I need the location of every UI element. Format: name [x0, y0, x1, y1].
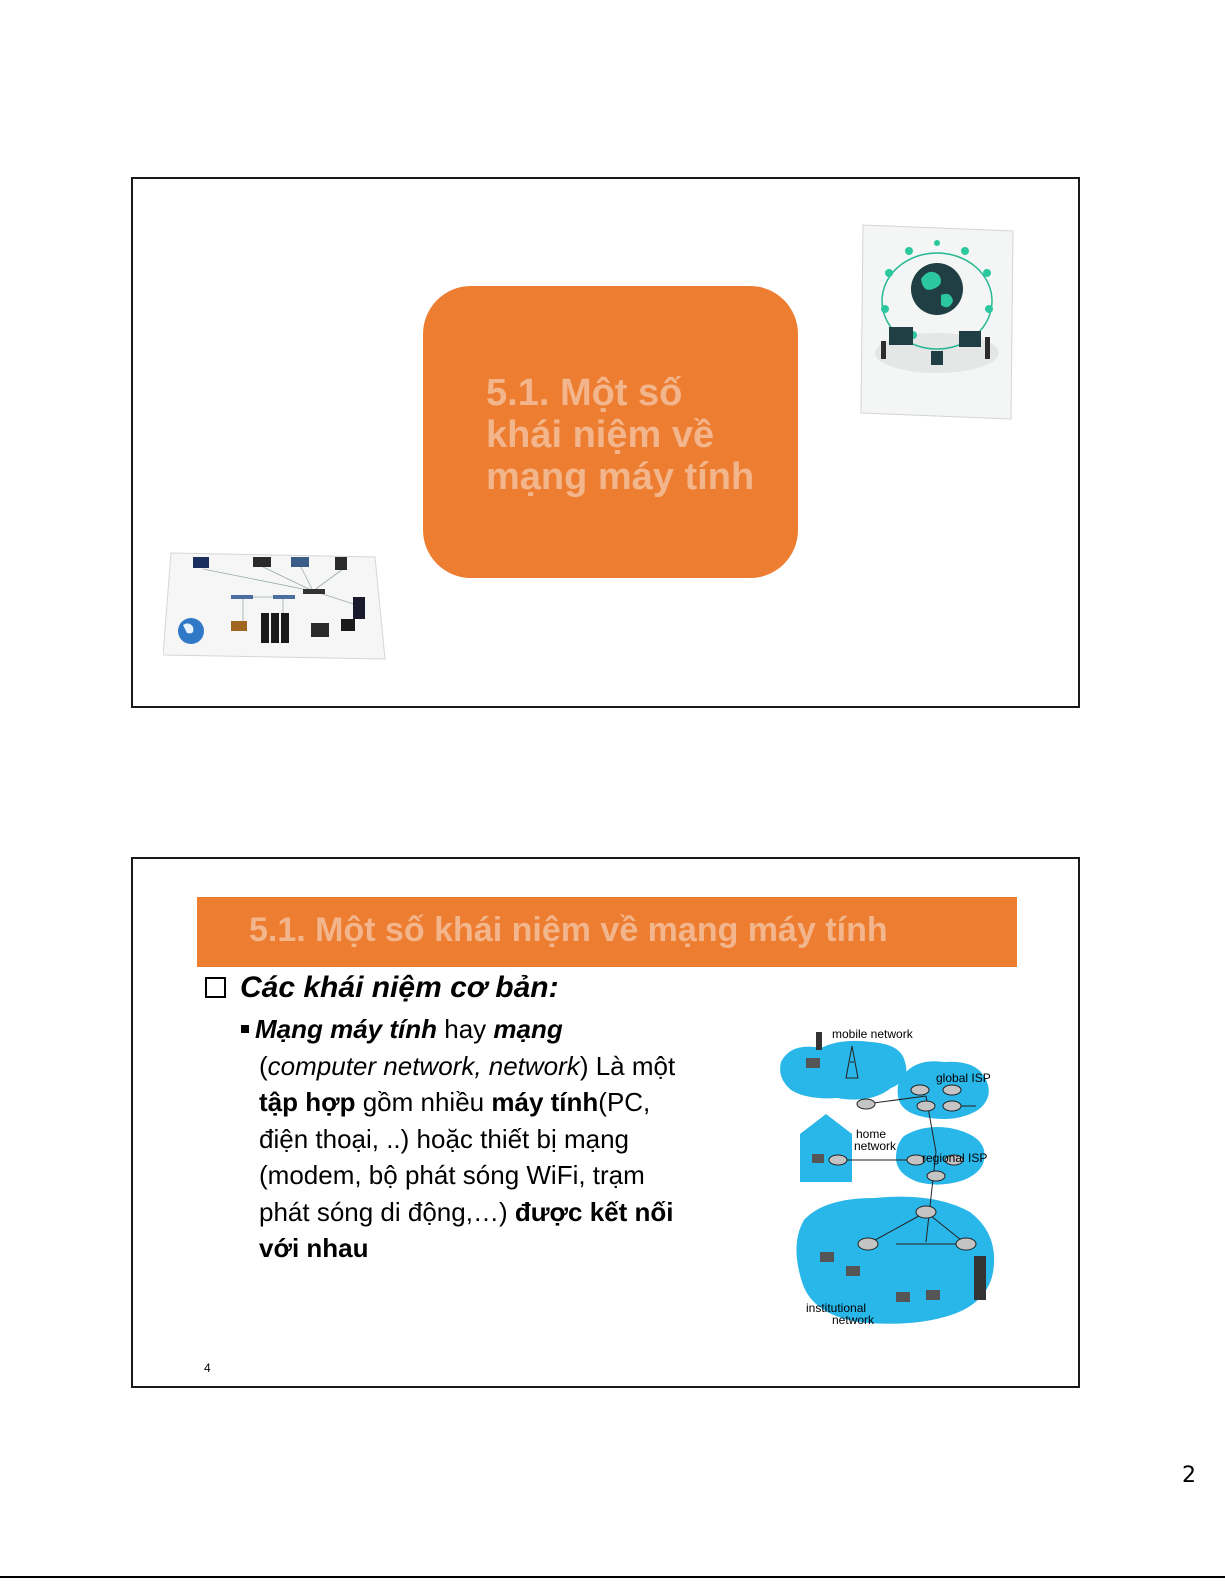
label-global-isp: global ISP: [936, 1071, 991, 1085]
text-line: [241, 1048, 741, 1085]
label-home-network-2: network: [854, 1139, 897, 1153]
title-line: khái niệm về: [486, 414, 715, 456]
page-number: 2: [1182, 1463, 1196, 1488]
title-line: 5.1. Một số: [486, 372, 683, 414]
text-run: hay: [437, 1014, 494, 1044]
bold-term: được kết nối: [514, 1196, 674, 1227]
text-run: gồm nhiều: [355, 1087, 492, 1117]
text-line: [241, 1011, 741, 1048]
bold-term: máy tính: [491, 1087, 599, 1117]
label-mobile-network: mobile network: [832, 1027, 913, 1041]
english-terms: computer network, network: [267, 1050, 580, 1081]
term-network: mạng: [493, 1014, 563, 1044]
internet-structure-figure: [776, 1022, 1006, 1342]
label-institutional-network: institutional: [806, 1301, 867, 1315]
slide-number: 4: [204, 1361, 211, 1375]
text-run: ) Là một: [579, 1050, 676, 1081]
text-line: điện thoại, ..) hoặc thiết bị mạng: [259, 1123, 630, 1154]
slide-title: [486, 372, 786, 498]
bottom-rule: [0, 1576, 1225, 1578]
slide-1: [131, 177, 1080, 708]
text-run: (PC,: [598, 1087, 651, 1117]
title-line: mạng máy tính: [486, 456, 755, 498]
network-globe-image: [859, 223, 1015, 421]
label-regional-isp: regional ISP: [922, 1151, 988, 1165]
text-line: với nhau: [259, 1233, 369, 1263]
term-computer-network: Mạng máy tính: [255, 1014, 438, 1044]
definition-paragraph: [241, 1011, 741, 1267]
title-box: [423, 286, 798, 578]
lan-diagram-image: [163, 551, 388, 663]
label-home-network: home: [856, 1127, 887, 1141]
section-heading: [205, 971, 559, 1005]
section-heading-text: Các khái niệm cơ bản:: [240, 971, 559, 1004]
slide-2: [131, 857, 1080, 1388]
text-line: [241, 1084, 741, 1121]
square-bullet-icon: [241, 1025, 249, 1033]
label-institutional-network-2: network: [832, 1313, 875, 1327]
checkbox-bullet-icon: [205, 977, 226, 998]
header-bar: [197, 897, 1017, 967]
text-line: [241, 1194, 741, 1231]
bold-term: tập hợp: [259, 1087, 356, 1117]
text-run: phát sóng di động,…): [259, 1196, 515, 1227]
slide-header: 5.1. Một số khái niệm về mạng máy tính: [249, 911, 888, 949]
text-run: (: [259, 1050, 268, 1081]
text-line: (modem, bộ phát sóng WiFi, trạm: [259, 1160, 645, 1190]
